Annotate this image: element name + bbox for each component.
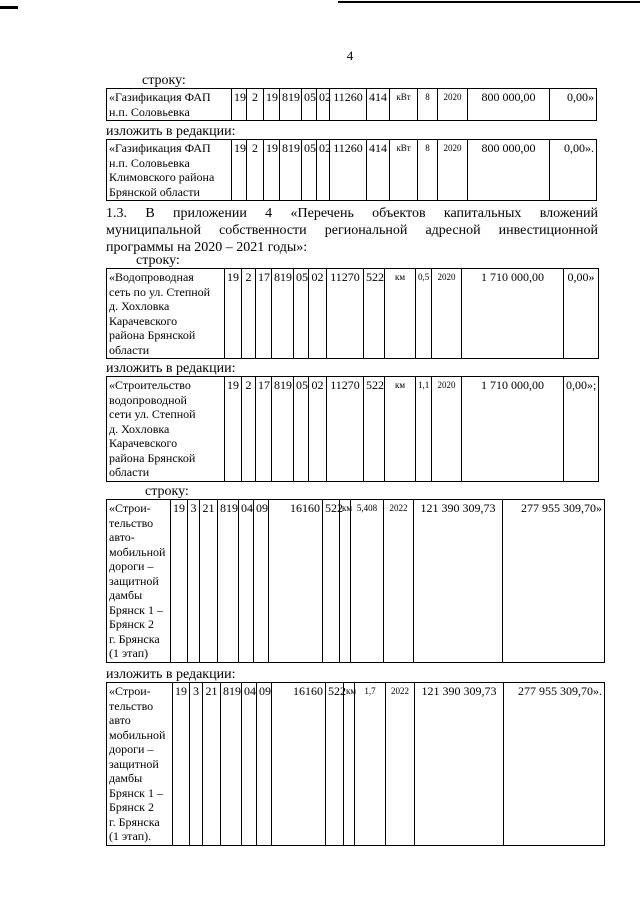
cell-section-code: 2 (242, 377, 256, 482)
object-name: «Строи- тельство авто мобильной дороги – защитной дамбы Брянск 1 – Брянск 2 г. Брянска (1 этап). (107, 683, 173, 846)
cell-capacity: 1,1 (416, 377, 432, 482)
cell-grbs-code: 819 (280, 89, 302, 121)
cell-amount-2: 0,00». (550, 140, 597, 201)
cell-razdel: 05 (294, 377, 309, 482)
cell-amount-1: 800 000,00 (468, 89, 550, 121)
cell-unit: кВт (390, 89, 418, 121)
cell-expense-type: 522 (364, 269, 385, 359)
table-row (107, 683, 605, 846)
cell-budget-code: 19 (225, 377, 242, 482)
cell-podrazdel: 02 (317, 140, 330, 201)
table-row (107, 500, 605, 663)
cell-program-code: 17 (256, 269, 272, 359)
table-row-after-2 (106, 376, 599, 482)
cell-target-article: 16160 (269, 500, 323, 663)
cell-grbs-code: 819 (280, 140, 302, 201)
cell-unit: км (385, 377, 416, 482)
table-row-after-3 (106, 682, 605, 846)
cell-program-code: 19 (264, 89, 280, 121)
table-row-before-1 (106, 88, 597, 121)
cell-unit: кВт (390, 140, 418, 201)
label-edit-2: изложить в редакции: (106, 361, 236, 376)
cell-podrazdel: 02 (317, 89, 330, 121)
cell-grbs-code: 819 (272, 377, 294, 482)
cell-grbs-code: 819 (272, 269, 294, 359)
table-row (107, 269, 599, 359)
label-row-before-1: строку: (142, 73, 186, 88)
table-row-before-2 (106, 268, 599, 359)
object-name: «Газификация ФАП н.п. Соловьевка (107, 89, 232, 121)
cell-section-code: 3 (188, 500, 200, 663)
cell-capacity: 0,5 (416, 269, 432, 359)
cell-razdel: 05 (294, 269, 309, 359)
cell-razdel: 04 (242, 683, 257, 846)
cell-budget-code: 19 (232, 140, 247, 201)
cell-target-article: 11260 (330, 89, 367, 121)
table-row (107, 377, 599, 482)
cell-unit: км (385, 269, 416, 359)
object-name: «Строи- тельство авто- мобильной дороги – защитной дамбы Брянск 1 – Брянск 2 г. Брянска (1 этап) (107, 500, 171, 663)
table-row-after-1 (106, 139, 597, 201)
cell-year: 2022 (384, 500, 414, 663)
cell-capacity: 8 (418, 89, 438, 121)
paragraph-line: 1.3. В приложении 4 «Перечень объектов капитальных вложений (106, 206, 598, 221)
cell-target-article: 11270 (327, 377, 364, 482)
cell-capacity: 8 (418, 140, 438, 201)
object-name: «Строительство водопроводной сети ул. Степной д. Хохловка Карачевского района Брянской области (107, 377, 225, 482)
cell-amount-2: 277 955 309,70». (504, 683, 605, 846)
paragraph-line: муниципальной собственности региональной адресной инвестиционной (106, 223, 598, 238)
cell-budget-code: 19 (171, 500, 188, 663)
cell-program-code: 19 (264, 140, 280, 201)
cell-target-article: 11270 (327, 269, 364, 359)
cell-year: 2020 (432, 269, 462, 359)
cell-podrazdel: 09 (257, 683, 272, 846)
label-row-before-2: строку: (136, 253, 180, 268)
cell-capacity: 5,408 (351, 500, 384, 663)
cell-podrazdel: 02 (309, 377, 327, 482)
cell-target-article: 16160 (272, 683, 326, 846)
page-number: 4 (346, 48, 354, 63)
cell-unit: км (340, 500, 351, 663)
object-name: «Газификация ФАП н.п. Соловьевка Климовского района Брянской области (107, 140, 232, 201)
cell-amount-1: 121 390 309,73 (415, 683, 504, 846)
cell-expense-type: 522 (323, 500, 340, 663)
cell-grbs-code: 819 (218, 500, 239, 663)
cell-budget-code: 19 (232, 89, 247, 121)
table-row (107, 89, 597, 121)
object-name: «Водопроводная сеть по ул. Степной д. Хохловка Карачевского района Брянской области (107, 269, 225, 359)
cell-amount-2: 0,00» (564, 269, 599, 359)
cell-budget-code: 19 (173, 683, 190, 846)
paragraph-line: программы на 2020 – 2021 годы»: (106, 240, 308, 255)
cell-amount-1: 1 710 000,00 (462, 269, 564, 359)
cell-razdel: 05 (302, 89, 317, 121)
cell-section-code: 2 (247, 140, 264, 201)
cell-grbs-code: 819 (221, 683, 242, 846)
cell-razdel: 04 (239, 500, 254, 663)
cell-amount-1: 800 000,00 (468, 140, 550, 201)
cell-expense-type: 414 (367, 89, 390, 121)
table-row-before-3 (106, 499, 605, 663)
cell-razdel: 05 (302, 140, 317, 201)
cell-program-code: 17 (256, 377, 272, 482)
cell-section-code: 3 (190, 683, 203, 846)
cell-amount-2: 0,00» (550, 89, 597, 121)
label-row-before-3: строку: (145, 484, 189, 499)
cell-section-code: 2 (247, 89, 264, 121)
label-edit-3: изложить в редакции: (106, 667, 236, 682)
cell-section-code: 2 (242, 269, 256, 359)
cell-year: 2022 (386, 683, 415, 846)
cell-expense-type: 522 (326, 683, 344, 846)
cell-capacity: 1,7 (355, 683, 386, 846)
cell-amount-2: 277 955 309,70» (503, 500, 605, 663)
cell-amount-2: 0,00»; (564, 377, 599, 482)
cell-podrazdel: 09 (254, 500, 269, 663)
cell-podrazdel: 02 (309, 269, 327, 359)
cell-expense-type: 522 (364, 377, 385, 482)
cell-amount-1: 1 710 000,00 (462, 377, 564, 482)
table-row (107, 140, 597, 201)
label-edit-1: изложить в редакции: (106, 124, 236, 139)
paragraph-1-3 (106, 205, 598, 256)
cell-program-code: 21 (200, 500, 218, 663)
cell-unit: км (344, 683, 355, 846)
scan-edge-mark-right (338, 1, 640, 3)
cell-amount-1: 121 390 309,73 (414, 500, 503, 663)
cell-year: 2020 (432, 377, 462, 482)
cell-budget-code: 19 (225, 269, 242, 359)
cell-year: 2020 (438, 140, 468, 201)
scan-edge-mark-left (0, 6, 18, 9)
cell-expense-type: 414 (367, 140, 390, 201)
cell-target-article: 11260 (330, 140, 367, 201)
cell-program-code: 21 (203, 683, 221, 846)
cell-year: 2020 (438, 89, 468, 121)
